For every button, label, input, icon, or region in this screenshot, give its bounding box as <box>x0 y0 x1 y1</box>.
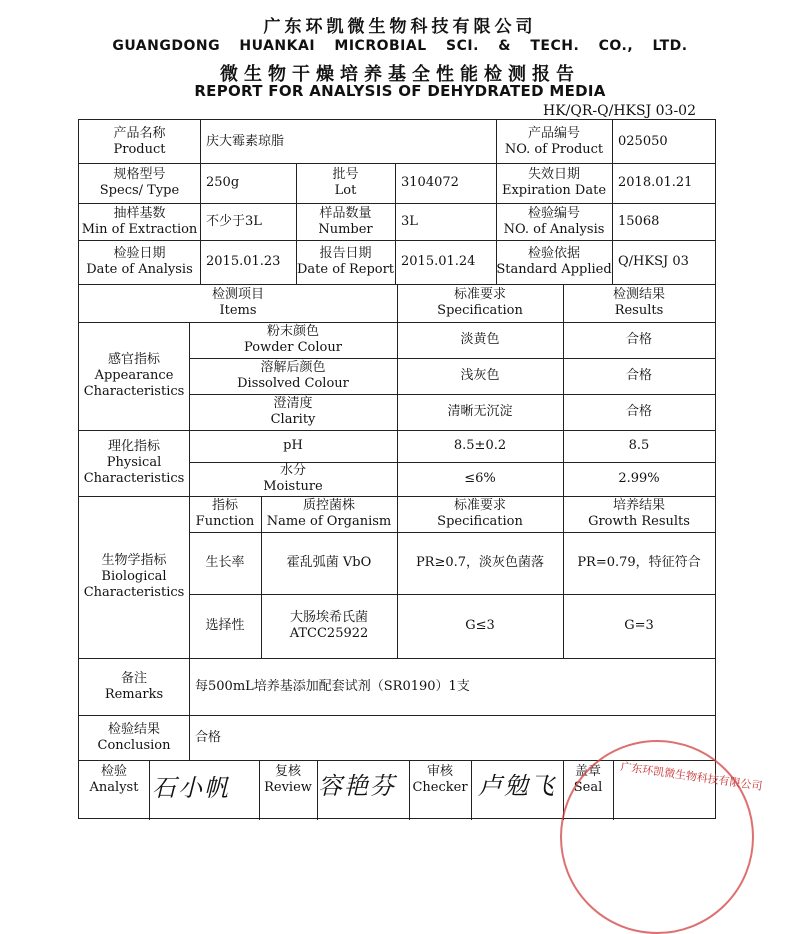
function-header: 指标 Function <box>195 498 255 529</box>
checker-signature: 卢勉飞 <box>478 772 556 800</box>
conclusion-label: 检验结果 Conclusion <box>97 721 171 753</box>
appearance-spec: 浅灰色 <box>460 368 500 383</box>
date-analysis-value: 2015.01.23 <box>206 254 281 269</box>
bio-result: PR=0.79，特征符合 <box>577 555 701 570</box>
appearance-category: 感官指标 Appearance Characteristics <box>83 352 185 399</box>
report-title-cn: 微生物干燥培养基全性能检测报告 <box>220 64 580 85</box>
biological-category: 生物学指标 Biological Characteristics <box>83 553 185 600</box>
date-analysis-label: 检验日期 Date of Analysis <box>86 246 193 277</box>
product-no-value: 025050 <box>618 133 668 149</box>
extraction-label: 抽样基数 Min of Extraction <box>81 205 198 237</box>
appearance-item: 粉末颜色 Powder Colour <box>244 324 342 355</box>
physical-item: pH <box>283 438 303 453</box>
spec-header: 标准要求 Specification <box>437 287 523 318</box>
date-report-value: 2015.01.24 <box>401 254 476 269</box>
expiry-value: 2018.01.21 <box>618 175 693 190</box>
appearance-spec: 淡黄色 <box>460 332 500 347</box>
organism-header: 质控菌株 Name of Organism <box>266 498 392 529</box>
specs-value: 250g <box>206 175 240 190</box>
product-value: 庆大霉素琼脂 <box>206 133 285 149</box>
analysis-no-value: 15068 <box>618 213 660 229</box>
date-report-label: 报告日期 Date of Report <box>296 246 395 277</box>
physical-category: 理化指标 Physical Characteristics <box>83 439 185 486</box>
standard-label: 检验依据 Standard Applied <box>496 246 612 277</box>
appearance-result: 合格 <box>625 332 652 347</box>
appearance-spec: 清晰无沉淀 <box>447 404 513 419</box>
analyst-signature: 石小帆 <box>152 774 230 802</box>
bio-result: G=3 <box>624 618 654 633</box>
company-name-cn: 广东环凯微生物科技有限公司 <box>263 17 537 37</box>
specs-label: 规格型号 Specs/ Type <box>99 167 180 198</box>
product-label: 产品名称 Product <box>113 125 166 157</box>
bio-spec: G≤3 <box>465 618 495 633</box>
bio-function: 选择性 <box>205 618 245 633</box>
checker-label: 审核 Checker <box>412 764 468 795</box>
seal-label: 盖章 Seal <box>573 764 603 795</box>
lot-label: 批号 Lot <box>332 167 359 198</box>
report-table <box>78 119 716 819</box>
physical-result: 2.99% <box>618 471 660 486</box>
sample-value: 3L <box>401 213 418 229</box>
extraction-value: 不少于3L <box>206 213 262 229</box>
results-header: 检测结果 Results <box>612 287 665 318</box>
appearance-result: 合格 <box>625 368 652 383</box>
physical-spec: ≤6% <box>464 471 496 486</box>
analyst-label: 检验 Analyst <box>89 764 139 795</box>
items-header: 检测项目 Items <box>211 287 264 318</box>
conclusion-value: 合格 <box>195 729 222 745</box>
review-signature: 容艳芬 <box>318 772 396 800</box>
review-label: 复核 Review <box>264 764 312 795</box>
bio-spec: PR≥0.7，淡灰色菌落 <box>415 555 545 570</box>
remarks-label: 备注 Remarks <box>104 670 164 702</box>
remarks-value: 每500mL培养基添加配套试剂（SR0190）1支 <box>195 678 470 694</box>
lot-value: 3104072 <box>401 175 459 190</box>
physical-result: 8.5 <box>628 438 650 453</box>
product-no-label: 产品编号 NO. of Product <box>504 125 604 157</box>
bio-organism: 霍乱弧菌 VbO <box>286 555 372 570</box>
physical-spec: 8.5±0.2 <box>453 438 507 453</box>
company-name-en: GUANGDONG HUANKAI MICROBIAL SCI. & TECH. CO., LTD. <box>112 38 688 54</box>
bio-function: 生长率 <box>205 555 245 570</box>
analysis-no-label: 检验编号 NO. of Analysis <box>503 205 605 237</box>
document-code: HK/QR-Q/HKSJ 03-02 <box>542 103 696 119</box>
appearance-result: 合格 <box>625 404 652 419</box>
expiry-label: 失效日期 Expiration Date <box>501 167 607 198</box>
sample-label: 样品数量 Number <box>318 205 373 237</box>
appearance-item: 澄清度 Clarity <box>270 396 316 427</box>
bio-organism: 大肠埃希氏菌 ATCC25922 <box>289 610 369 641</box>
bio-spec-header: 标准要求 Specification <box>437 498 523 529</box>
appearance-item: 溶解后颜色 Dissolved Colour <box>237 360 349 391</box>
seal-text: 广东环凯微生物科技有限公司 <box>619 760 764 793</box>
physical-item: 水分 Moisture <box>263 463 323 494</box>
standard-value: Q/HKSJ 03 <box>618 254 689 269</box>
report-title-en: REPORT FOR ANALYSIS OF DEHYDRATED MEDIA <box>194 82 606 100</box>
growth-header: 培养结果 Growth Results <box>588 498 690 529</box>
